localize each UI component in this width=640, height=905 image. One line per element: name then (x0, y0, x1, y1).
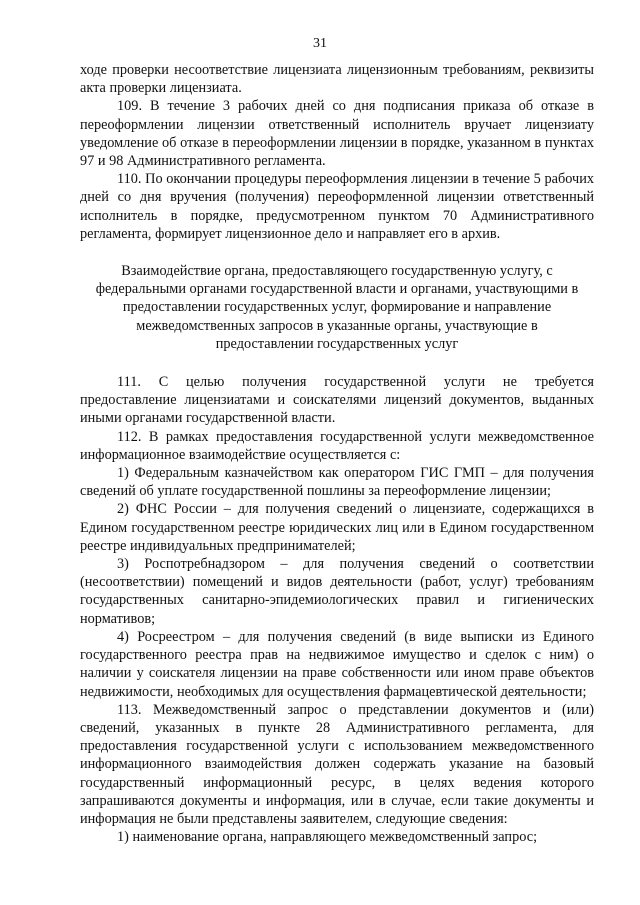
paragraph-109: 109. В течение 3 рабочих дней со дня подписания приказа об отказе в переоформлении лицензии ответственный исполнитель вручает лицензиату уведомление об отказе в переоформлении лицензии в порядке, указанном в пунктах 97 и 98 Административного регламента. (80, 98, 594, 170)
spacer (80, 353, 594, 373)
page-number: 31 (313, 36, 327, 51)
list-item-112-1: 1) Федеральным казначейством как оператором ГИС ГМП – для получения сведений об уплате государственной пошлины за переоформление лицензии; (80, 465, 594, 500)
list-item-113-1: 1) наименование органа, направляющего межведомственный запрос; (117, 829, 538, 846)
section-heading: Взаимодействие органа, предоставляющего государственную услугу, с федеральными органами государственной власти и органами, участвующими в предоставлении государственных услуг, формирование и направление межведомственных запросов в указанные органы, участвующие в предоставлении государственных услуг (95, 263, 579, 352)
paragraph-112: 112. В рамках предоставления государственной услуги межведомственное информационное взаимодействие осуществляется с: (80, 428, 594, 463)
list-item-112-4: 4) Росреестром – для получения сведений (в виде выписки из Единого государственного реестра прав на недвижимое имущество и сделок с ним) о наличии у соискателя лицензии на праве собственности или ином праве объектов недвижимости, необходимых для осуществления фармацевтической деятельности; (80, 628, 594, 700)
document-body (80, 61, 594, 846)
paragraph-111: 111. С целью получения государственной услуги не требуется предоставление лицензиатами и соискателями лицензий документов, выданных иными органами государственной власти. (80, 374, 594, 427)
paragraph-108-continuation: ходе проверки несоответствие лицензиата лицензионным требованиям, реквизиты акта проверки лицензиата. (80, 62, 594, 97)
list-item-112-3: 3) Роспотребнадзором – для получения сведений о соответствии (несоответствии) помещений и видов деятельности (работ, услуг) требованиям государственных санитарно-эпидемиологических правил и гигиенических нормативов; (80, 556, 594, 627)
spacer (80, 243, 594, 262)
paragraph-113: 113. Межведомственный запрос о представлении документов и (или) сведений, указанных в пункте 28 Административного регламента, для предоставления государственной услуги с использованием межведомственного информационного взаимодействия должен содержать указание на базовый государственный информационный ресурс, в целях ведения которого запрашиваются документы и информация, или в случае, если такие документы и информация не были представлены заявителем, следующие сведения: (80, 701, 594, 827)
paragraph-110: 110. По окончании процедуры переоформления лицензии в течение 5 рабочих дней со дня вручения (получения) переоформленной лицензии ответственный исполнитель в порядке, предусмотренном пунктом 70 Административного регламента, формирует лицензионное дело и направляет его в архив. (80, 171, 594, 242)
list-item-112-2: 2) ФНС России – для получения сведений о лицензиате, содержащихся в Едином государственном реестре юридических лиц или в Едином государственном реестре индивидуальных предпринимателей; (80, 501, 594, 554)
